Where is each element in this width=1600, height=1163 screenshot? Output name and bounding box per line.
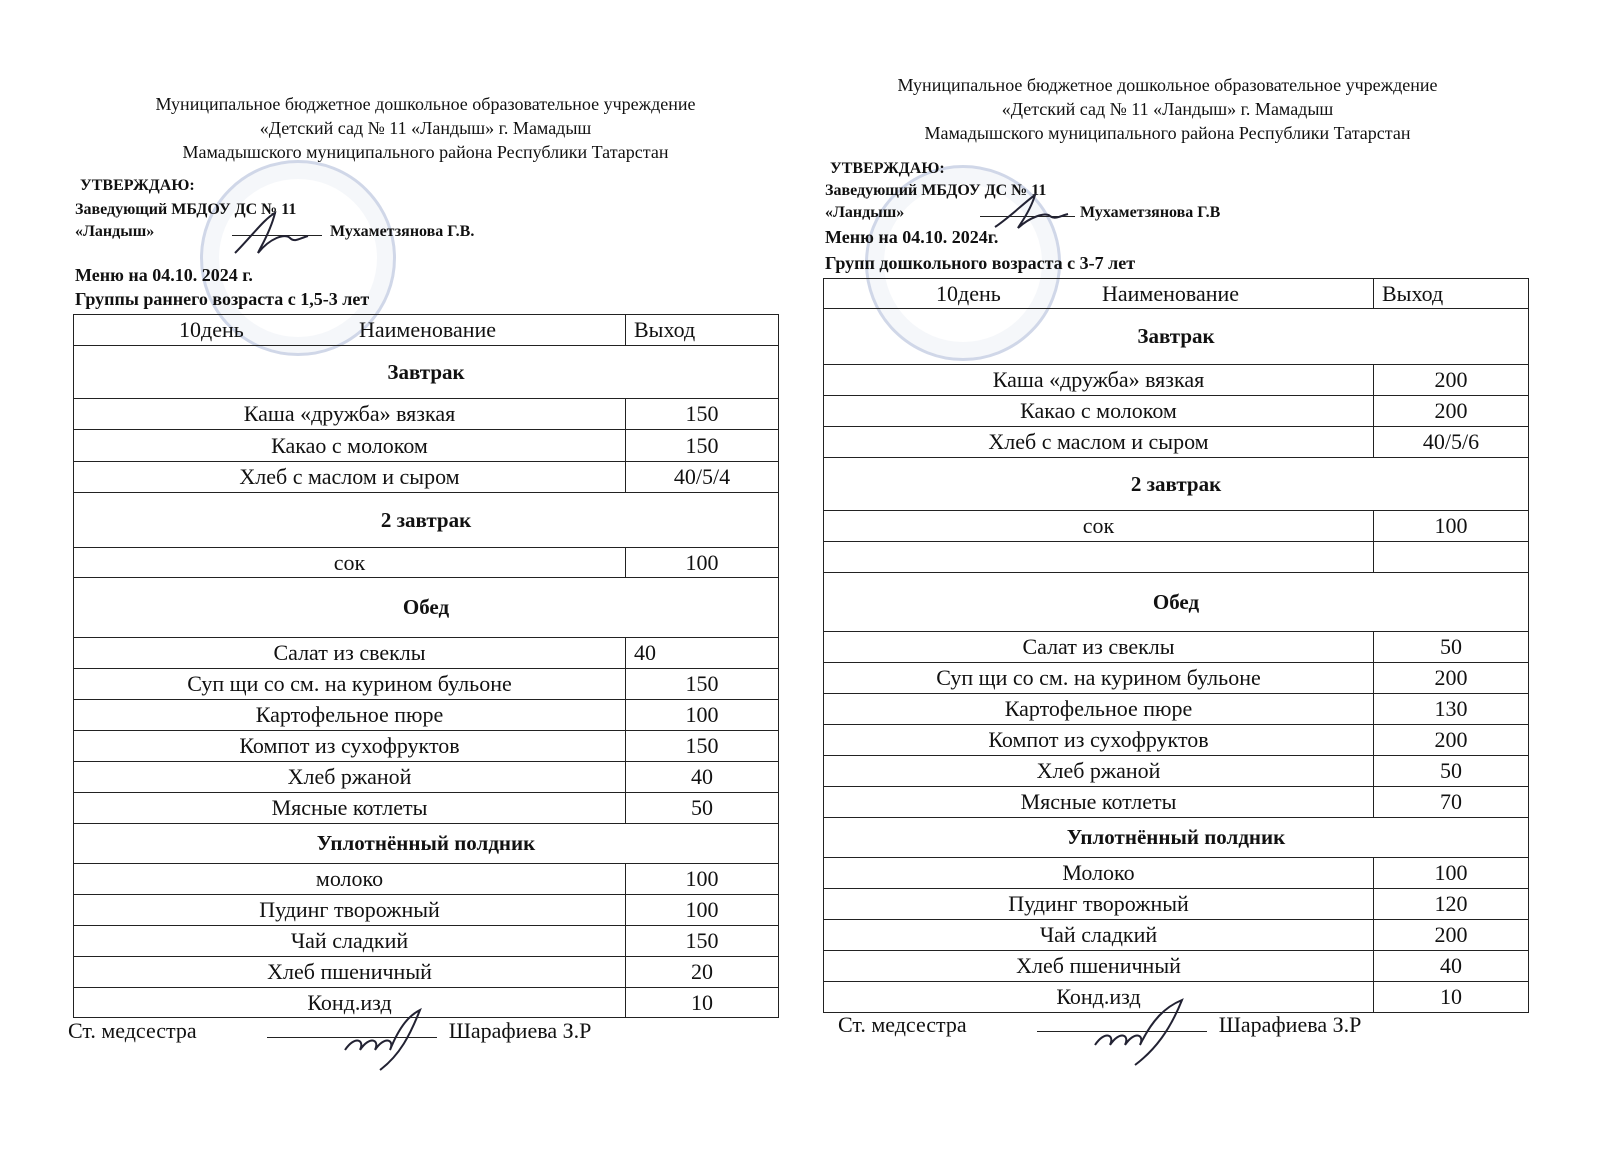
table-row — [74, 762, 779, 793]
section-row — [824, 309, 1529, 365]
dish-output: 40/5/4 — [626, 462, 779, 493]
dish-name: сок — [74, 548, 626, 578]
table-row — [824, 663, 1529, 694]
dish-output: 150 — [626, 399, 779, 430]
approve-label: УТВЕРЖДАЮ: — [830, 160, 945, 177]
dish-name: Хлеб с маслом и сыром — [74, 462, 626, 493]
group-title: Групп дошкольного возраста с 3-7 лет — [825, 253, 1136, 273]
table-row — [824, 725, 1529, 756]
section-title: 2 завтрак — [74, 493, 779, 548]
dish-name: Суп щи со см. на курином бульоне — [74, 669, 626, 700]
table-row — [74, 700, 779, 731]
group-title: Группы раннего возраста с 1,5-3 лет — [75, 289, 370, 309]
table-row — [824, 982, 1529, 1013]
dish-name: Мясные котлеты — [74, 793, 626, 824]
section-title: Уплотнённый полдник — [74, 824, 779, 864]
table-row — [824, 920, 1529, 951]
section-row — [824, 458, 1529, 511]
dish-output: 50 — [1374, 632, 1529, 663]
dish-name: Хлеб с маслом и сыром — [824, 427, 1374, 458]
dish-output: 200 — [1374, 663, 1529, 694]
table-row — [824, 511, 1529, 542]
dish-output: 150 — [626, 669, 779, 700]
nurse-name: Шарафиева З.Р — [1218, 1012, 1362, 1037]
table-row — [824, 694, 1529, 725]
head-title: Заведующий МБДОУ ДС № 11 — [825, 182, 1047, 199]
section-row — [74, 578, 779, 638]
dish-name: Компот из сухофруктов — [74, 731, 626, 762]
dish-output: 100 — [626, 700, 779, 731]
org-line: Муниципальное бюджетное дошкольное образовательное учреждение — [897, 75, 1438, 95]
table-row — [74, 669, 779, 700]
dish-name: молоко — [74, 864, 626, 895]
dish-name: Молоко — [824, 858, 1374, 889]
dish-name: Картофельное пюре — [824, 694, 1374, 725]
dish-output: 10 — [1374, 982, 1529, 1013]
table-row — [74, 864, 779, 895]
head-name: Мухаметзянова Г.В — [1080, 204, 1221, 221]
nurse-role: Ст. медсестра — [838, 1012, 967, 1037]
day-header: 10день — [179, 317, 244, 342]
dish-output: 50 — [626, 793, 779, 824]
dish-output: 200 — [1374, 920, 1529, 951]
nurse-signature-block — [68, 1018, 591, 1044]
table-row — [74, 957, 779, 988]
dish-output: 100 — [1374, 858, 1529, 889]
dish-output: 200 — [1374, 396, 1529, 427]
table-row — [824, 427, 1529, 458]
menu-date: Меню на 04.10. 2024 г. — [75, 265, 253, 285]
table-header-row — [74, 315, 779, 346]
section-title: Завтрак — [74, 346, 779, 399]
org-line: «Детский сад № 11 «Ландыш» г. Мамадыш — [259, 118, 592, 138]
dish-name: Салат из свеклы — [824, 632, 1374, 663]
nurse-name: Шарафиева З.Р — [448, 1018, 592, 1043]
org-line: Мамадышского муниципального района Республики Татарстан — [924, 123, 1411, 143]
table-row — [824, 756, 1529, 787]
dish-output: 40 — [626, 638, 779, 669]
dish-name: Салат из свеклы — [74, 638, 626, 669]
menu-date: Меню на 04.10. 2024г. — [825, 227, 999, 247]
dish-output: 100 — [626, 548, 779, 578]
dish-output: 10 — [626, 988, 779, 1018]
dish-output: 200 — [1374, 365, 1529, 396]
table-row — [74, 895, 779, 926]
dish-name: Какао с молоком — [74, 430, 626, 462]
section-title: 2 завтрак — [824, 458, 1529, 511]
head-signature-line — [232, 223, 322, 241]
table-row — [74, 638, 779, 669]
nurse-signature-block — [838, 1012, 1361, 1038]
head-org: «Ландыш» — [75, 223, 155, 240]
org-line: Муниципальное бюджетное дошкольное образовательное учреждение — [155, 94, 696, 114]
nurse-role: Ст. медсестра — [68, 1018, 197, 1043]
head-signature-line — [980, 204, 1075, 222]
dish-name: Каша «дружба» вязкая — [74, 399, 626, 430]
dish-output: 40/5/6 — [1374, 427, 1529, 458]
dish-output — [1374, 542, 1529, 573]
dish-name: Суп щи со см. на курином бульоне — [824, 663, 1374, 694]
table-row — [74, 399, 779, 430]
menu-table — [73, 314, 779, 1018]
dish-output: 150 — [626, 731, 779, 762]
name-header: Наименование — [359, 317, 497, 342]
table-row — [824, 889, 1529, 920]
dish-output: 130 — [1374, 694, 1529, 725]
table-row — [74, 926, 779, 957]
dish-output: 40 — [626, 762, 779, 793]
section-row — [74, 346, 779, 399]
section-title: Обед — [824, 573, 1529, 632]
table-row — [824, 787, 1529, 818]
dish-name: Хлеб ржаной — [824, 756, 1374, 787]
dish-name: Хлеб ржаной — [74, 762, 626, 793]
org-line: «Детский сад № 11 «Ландыш» г. Мамадыш — [1001, 99, 1334, 119]
dish-name — [824, 542, 1374, 573]
table-row — [824, 396, 1529, 427]
dish-name: Пудинг творожный — [74, 895, 626, 926]
dish-name: Мясные котлеты — [824, 787, 1374, 818]
dish-output: 70 — [1374, 787, 1529, 818]
dish-name: Хлеб пшеничный — [74, 957, 626, 988]
approve-label: УТВЕРЖДАЮ: — [80, 177, 195, 194]
dish-name: Компот из сухофруктов — [824, 725, 1374, 756]
section-row — [74, 493, 779, 548]
section-row — [824, 818, 1529, 858]
table-row — [824, 542, 1529, 573]
output-header: Выход — [1374, 279, 1529, 309]
dish-name: Картофельное пюре — [74, 700, 626, 731]
table-row — [74, 731, 779, 762]
dish-name: Каша «дружба» вязкая — [824, 365, 1374, 396]
table-row — [74, 548, 779, 578]
section-title: Завтрак — [824, 309, 1529, 365]
table-row — [824, 365, 1529, 396]
dish-output: 50 — [1374, 756, 1529, 787]
dish-output: 20 — [626, 957, 779, 988]
dish-name: Чай сладкий — [74, 926, 626, 957]
dish-name: сок — [824, 511, 1374, 542]
table-row — [824, 951, 1529, 982]
dish-output: 100 — [626, 895, 779, 926]
dish-output: 100 — [626, 864, 779, 895]
day-header: 10день — [936, 280, 1001, 306]
dish-output: 150 — [626, 430, 779, 462]
menu-table — [823, 278, 1529, 1013]
head-name: Мухаметзянова Г.В. — [330, 223, 475, 240]
org-line: Мамадышского муниципального района Республики Татарстан — [182, 142, 669, 162]
dish-name: Конд.изд — [824, 982, 1374, 1013]
dish-name: Чай сладкий — [824, 920, 1374, 951]
organization-header — [815, 73, 1520, 145]
dish-name: Конд.изд — [74, 988, 626, 1018]
table-row — [74, 988, 779, 1018]
dish-name: Какао с молоком — [824, 396, 1374, 427]
dish-output: 150 — [626, 926, 779, 957]
table-row — [74, 462, 779, 493]
section-title: Уплотнённый полдник — [824, 818, 1529, 858]
dish-output: 40 — [1374, 951, 1529, 982]
table-row — [824, 632, 1529, 663]
section-title: Обед — [74, 578, 779, 638]
table-header-row — [824, 279, 1529, 309]
name-header: Наименование — [1102, 280, 1240, 306]
head-org: «Ландыш» — [825, 204, 905, 221]
dish-name: Пудинг творожный — [824, 889, 1374, 920]
output-header: Выход — [626, 315, 779, 346]
dish-output: 120 — [1374, 889, 1529, 920]
dish-output: 200 — [1374, 725, 1529, 756]
organization-header — [73, 92, 778, 164]
table-row — [74, 430, 779, 462]
dish-output: 100 — [1374, 511, 1529, 542]
section-row — [74, 824, 779, 864]
table-row — [74, 793, 779, 824]
dish-name: Хлеб пшеничный — [824, 951, 1374, 982]
table-row — [824, 858, 1529, 889]
head-title: Заведующий МБДОУ ДС № 11 — [75, 201, 297, 218]
section-row — [824, 573, 1529, 632]
